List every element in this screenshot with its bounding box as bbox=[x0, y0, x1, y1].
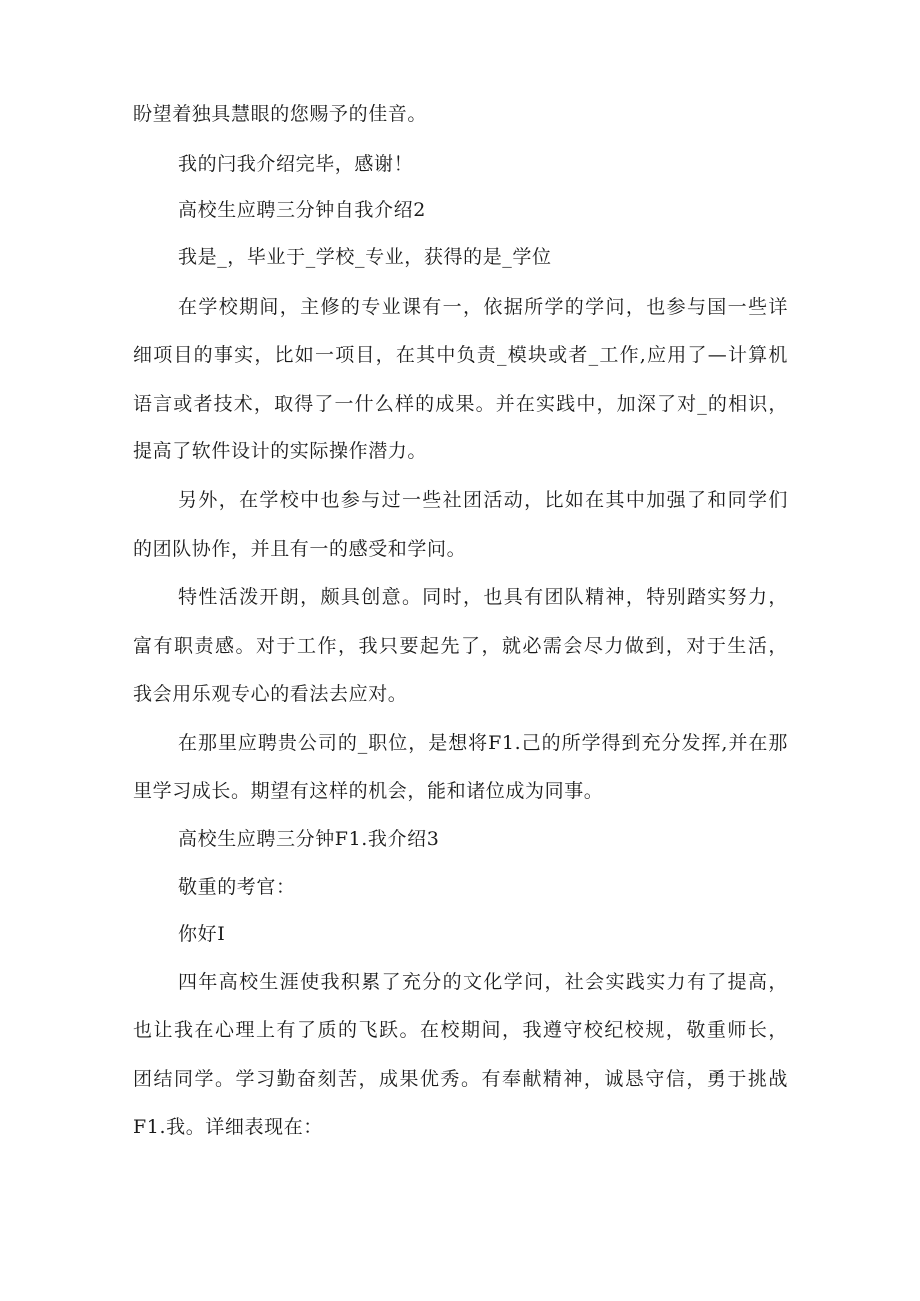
text-line: 里学习成长。期望有这样的机会，能和诸位成为同事。 bbox=[133, 780, 604, 802]
text-line: 也让我在心理上有了质的飞跃。在校期间，我遵守校纪校规，敬重师长， bbox=[133, 1019, 788, 1041]
text-line: 另外，在学校中也参与过一些社团活动，比如在其中加强了和同学们 bbox=[178, 489, 788, 511]
text-line: 特性活泼开朗，颇具创意。同时，也具有团队精神，特别踏实努力， bbox=[178, 586, 788, 608]
text-line: 细项目的事实，比如一项目，在其中负责_模块或者_工作,应用了—计算机 bbox=[133, 344, 788, 366]
text-line: F1.我。详细表现在： bbox=[133, 1116, 323, 1138]
text-line: 你好I bbox=[178, 923, 226, 945]
text-line: 盼望着独具慧眼的您赐予的佳音。 bbox=[133, 103, 428, 125]
text-line: 我是_，毕业于_学校_专业，获得的是_学位 bbox=[178, 246, 552, 268]
text-line: 我会用乐观专心的看法去应对。 bbox=[133, 683, 408, 705]
text-line: 团结同学。学习勤奋刻苦，成果优秀。有奉献精神，诚恳守信，勇于挑战 bbox=[133, 1068, 788, 1090]
text-line: 的团队协作，并且有一的感受和学问。 bbox=[133, 538, 467, 560]
text-line: 提高了软件设计的实际操作潜力。 bbox=[133, 440, 428, 462]
text-line: 敬重的考官： bbox=[178, 876, 296, 898]
section-heading: 高校生应聘三分钟F1.我介绍3 bbox=[178, 828, 440, 850]
text-line: 语言或者技术，取得了一什么样的成果。并在实践中，加深了对_的相识， bbox=[133, 393, 788, 415]
text-line: 富有职责感。对于工作，我只要起先了，就必需会尽力做到，对于生活， bbox=[133, 635, 788, 657]
text-line: 在那里应聘贵公司的_职位，是想将F1.己的所学得到充分发挥,并在那 bbox=[178, 732, 788, 754]
section-heading: 高校生应聘三分钟自我介绍2 bbox=[178, 199, 426, 221]
text-line: 四年高校生涯使我积累了充分的文化学问，社会实践实力有了提高， bbox=[178, 971, 788, 993]
text-line: 我的闩我介绍完毕，感谢！ bbox=[178, 153, 414, 175]
text-line: 在学校期间，主修的专业课有一，依据所学的学问，也参与国一些详 bbox=[178, 296, 788, 318]
